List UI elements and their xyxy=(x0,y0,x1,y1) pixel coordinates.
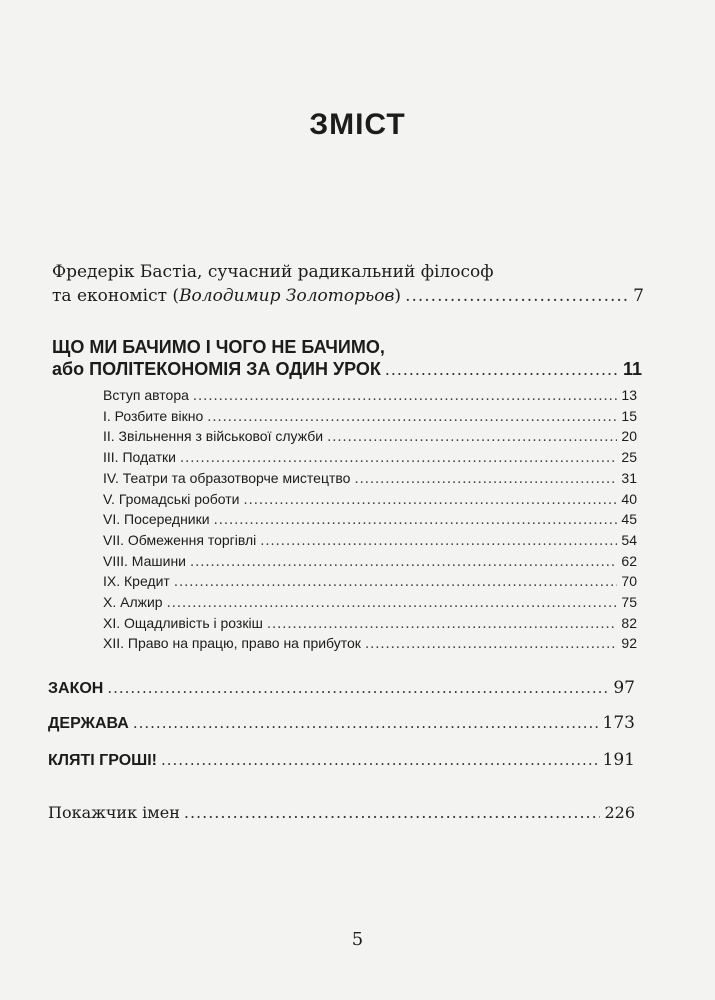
chapter-entry xyxy=(103,387,637,404)
leader-dots xyxy=(354,472,617,487)
chapter-label: VI. Посередники xyxy=(103,511,210,528)
section-page: 97 xyxy=(613,678,635,698)
leader-dots xyxy=(405,286,629,306)
leader-dots xyxy=(174,575,618,590)
leader-dots xyxy=(267,617,618,632)
chapter-entry xyxy=(103,553,637,570)
section-entry xyxy=(48,678,635,698)
chapter-page: 15 xyxy=(621,407,637,424)
section-page: 173 xyxy=(602,713,635,733)
section-entry xyxy=(48,713,635,733)
section-label: ЗАКОН xyxy=(48,680,104,697)
leader-dots xyxy=(161,751,599,769)
intro-entry-label xyxy=(52,286,401,306)
intro-label-prefix: та економіст ( xyxy=(52,286,180,306)
chapter-entry xyxy=(103,635,637,652)
leader-dots xyxy=(193,389,618,404)
chapter-page: 92 xyxy=(621,635,637,652)
chapter-label: VII. Обмеження торгівлі xyxy=(103,531,257,548)
chapter-page: 62 xyxy=(621,552,637,569)
chapter-page: 75 xyxy=(621,594,637,610)
intro-entry-page: 7 xyxy=(633,286,644,306)
leader-dots xyxy=(365,637,617,652)
chapter-page: 82 xyxy=(621,614,637,631)
leader-dots xyxy=(107,679,609,697)
chapter-page: 31 xyxy=(621,469,637,486)
chapter-page: 20 xyxy=(621,428,637,445)
chapter-entry xyxy=(103,511,637,528)
leader-dots xyxy=(184,803,601,822)
chapter-page: 25 xyxy=(621,449,637,466)
leader-dots xyxy=(190,555,617,570)
section-page: 191 xyxy=(602,750,635,770)
chapter-page: 13 xyxy=(621,387,637,403)
chapter-entry xyxy=(103,594,637,611)
chapter-entry xyxy=(103,408,637,425)
chapter-label: VIII. Машини xyxy=(103,552,186,569)
chapter-label: I. Розбите вікно xyxy=(103,407,204,424)
chapter-page: 70 xyxy=(621,573,637,590)
chapter-label: II. Звільнення з військової служби xyxy=(103,428,324,445)
chapter-label: IX. Кредит xyxy=(103,573,170,590)
chapter-entry xyxy=(103,449,637,466)
leader-dots xyxy=(214,513,618,528)
chapter-page: 40 xyxy=(621,490,637,507)
intro-label-suffix: ) xyxy=(394,286,402,306)
chapter-label: III. Податки xyxy=(103,449,176,466)
index-label: Покажчик імен xyxy=(48,803,180,822)
leader-dots xyxy=(167,596,618,611)
section-label: КЛЯТІ ГРОШІ! xyxy=(48,752,157,769)
leader-dots xyxy=(133,714,599,732)
chapter-label: X. Алжир xyxy=(103,594,163,610)
chapter-label: Вступ автора xyxy=(103,387,189,403)
leader-dots xyxy=(385,359,619,380)
section-label: ДЕРЖАВА xyxy=(48,715,129,732)
leader-dots xyxy=(244,493,618,508)
intro-entry-line1: Фредерік Бастіа, сучасний радикальний філософ xyxy=(52,262,494,282)
chapter-entry xyxy=(103,470,637,487)
chapter-entry xyxy=(103,615,637,632)
index-page: 226 xyxy=(604,803,635,822)
leader-dots xyxy=(207,410,617,425)
chapter-label: IV. Театри та образотворче мистецтво xyxy=(103,469,351,486)
index-entry xyxy=(48,803,635,822)
page-title: ЗМІСТ xyxy=(309,108,406,141)
leader-dots xyxy=(260,534,617,549)
intro-entry xyxy=(52,286,644,306)
chapter-label: XI. Ощадливість і розкіш xyxy=(103,614,263,631)
chapter-entry xyxy=(103,491,637,508)
chapter-entry xyxy=(103,428,637,445)
chapter-label: V. Громадські роботи xyxy=(103,490,240,507)
section-entry xyxy=(48,750,635,770)
part1-page: 11 xyxy=(622,359,642,379)
page-number: 5 xyxy=(351,929,364,950)
part1-title-line1: ЩО МИ БАЧИМО І ЧОГО НЕ БАЧИМО, xyxy=(52,337,385,357)
part1-title-line2: або ПОЛІТЕКОНОМІЯ ЗА ОДИН УРОК xyxy=(52,359,381,379)
leader-dots xyxy=(180,451,617,466)
leader-dots xyxy=(327,430,617,445)
part1-entry xyxy=(52,359,642,380)
chapter-entry xyxy=(103,573,637,590)
chapter-page: 45 xyxy=(621,511,637,528)
chapter-label: XII. Право на працю, право на прибуток xyxy=(103,635,361,652)
chapter-entry xyxy=(103,532,637,549)
chapter-page: 54 xyxy=(621,531,637,548)
intro-author: Володимир Золоторьов xyxy=(179,286,395,306)
